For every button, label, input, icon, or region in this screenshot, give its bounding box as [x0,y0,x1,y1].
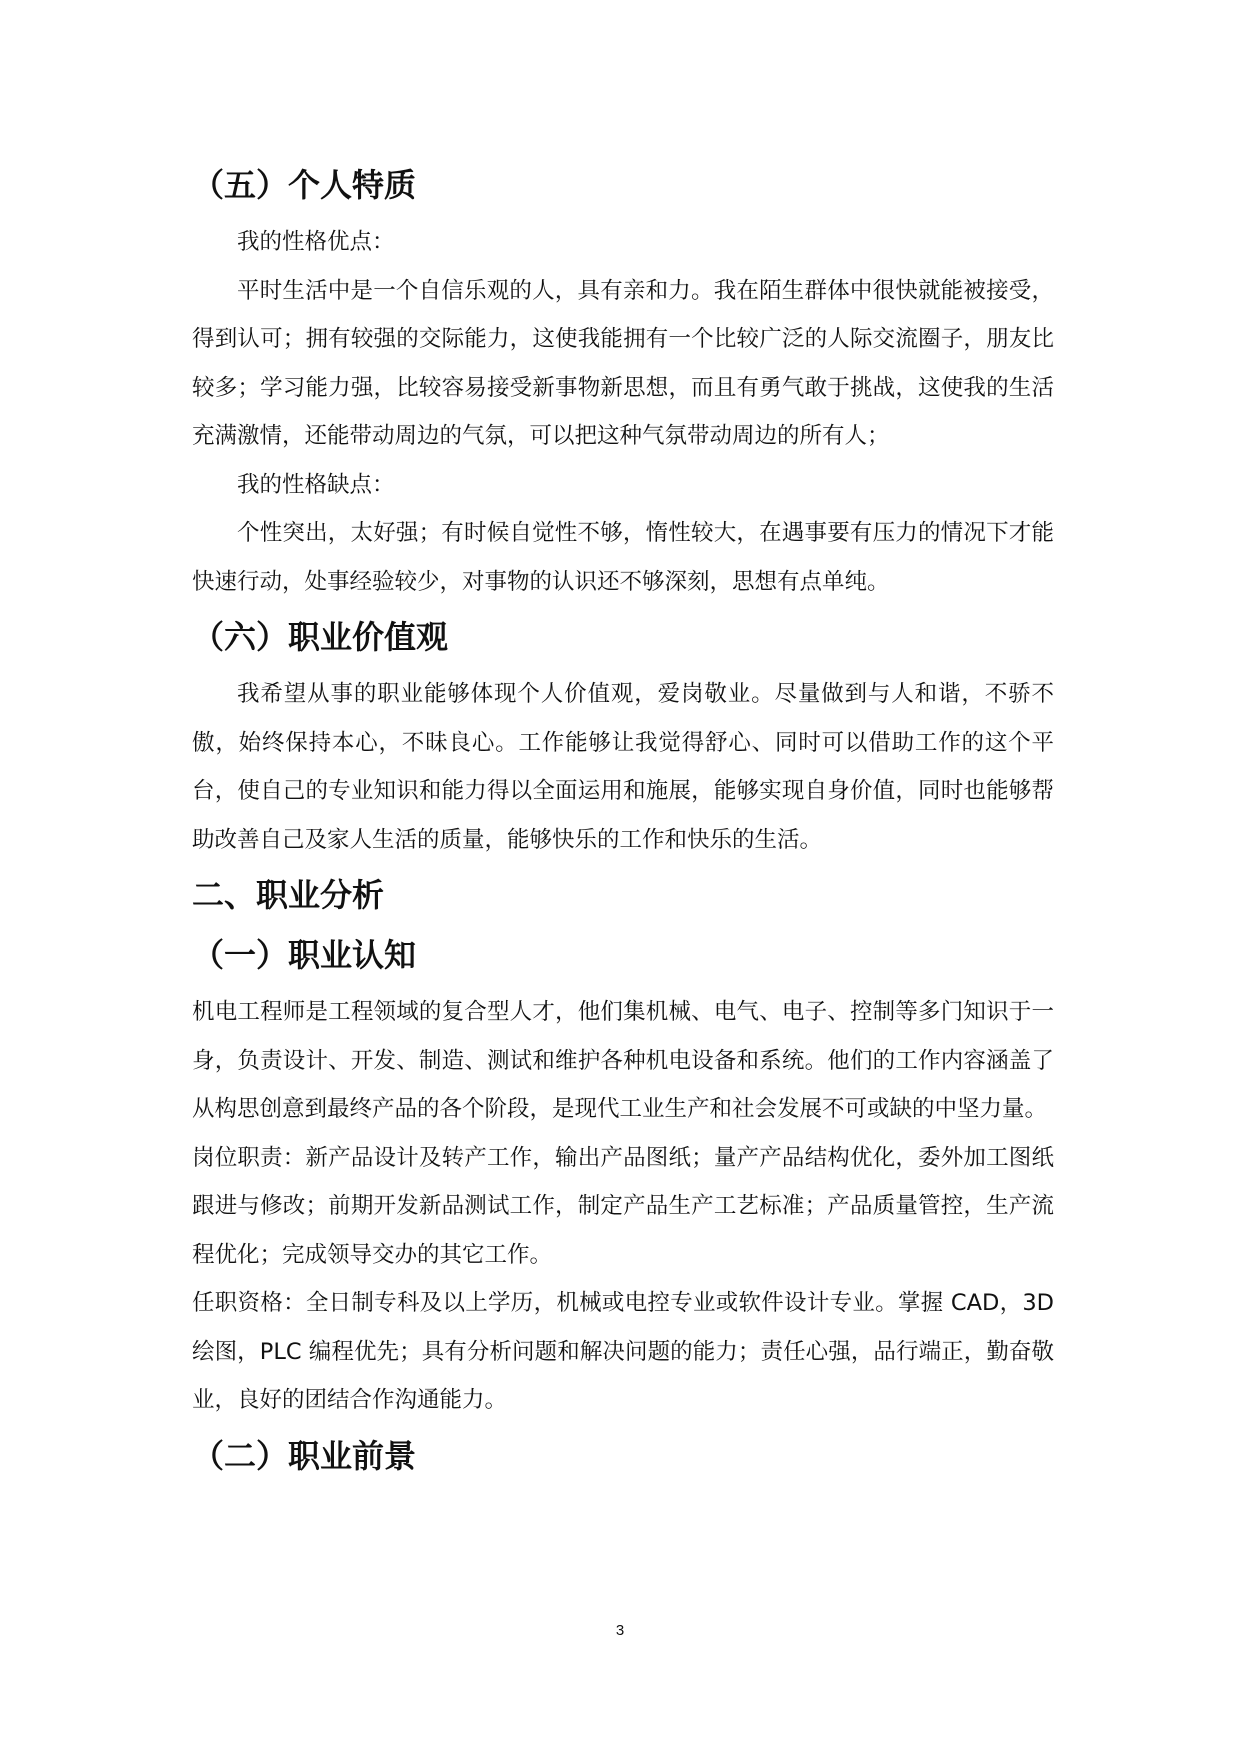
career-intro-paragraph: 机电工程师是工程领域的复合型人才，他们集机械、电气、电子、控制等多门知识于一身，负责设计、开发、制造、测试和维护各种机电设备和系统。他们的工作内容涵盖了从构思创意到最终产品的各个阶段，是现代工业生产和社会发展不可或缺的中坚力量。 [192,999,1054,1122]
page-number: 3 [615,1622,625,1639]
weaknesses-paragraph: 个性突出，太好强；有时候自觉性不够，惰性较大，在遇事要有压力的情况下才能快速行动，处事经验较少，对事物的认识还不够深刻，思想有点单纯。 [192,520,1054,595]
strengths-paragraph: 平时生活中是一个自信乐观的人，具有亲和力。我在陌生群体中很快就能被接受，得到认可；拥有较强的交际能力，这使我能拥有一个比较广泛的人际交流圈子，朋友比较多；学习能力强，比较容易接受新事物新思想，而且有勇气敢于挑战，这使我的生活充满激情，还能带动周边的气氛，可以把这种气氛带动周边的所有人； [192,277,1054,449]
chapter-heading-career-analysis: 二、职业分析 [192,876,385,914]
page-content [192,158,1054,1489]
section-heading-career-values: （六）职业价值观 [192,618,449,656]
job-duties-paragraph: 岗位职责：新产品设计及转产工作，输出产品图纸；量产产品结构优化，委外加工图纸跟进与修改；前期开发新品测试工作，制定产品生产工艺标准；产品质量管控，生产流程优化；完成领导交办的其它工作。 [192,1144,1054,1268]
section-heading-career-cognition: （一）职业认知 [192,936,417,974]
section-heading-personal-traits: （五）个人特质 [192,166,417,204]
strengths-label: 我的性格优点： [237,229,395,255]
weaknesses-label: 我的性格缺点： [237,471,395,498]
section-heading-career-prospects: （二）职业前景 [192,1436,417,1475]
job-qualifications-paragraph: 任职资格：全日制专科及以上学历，机械或电控专业或软件设计专业。掌握 CAD，3D 绘图，PLC 编程优先；具有分析问题和解决问题的能力；责任心强，品行端正，勤奋敬业，良好的团结合作沟通能力。 [192,1290,1054,1413]
career-values-paragraph: 我希望从事的职业能够体现个人价值观，爱岗敬业。尽量做到与人和谐，不骄不傲，始终保持本心，不昧良心。工作能够让我觉得舒心、同时可以借助工作的这个平台，使自己的专业知识和能力得以全面运用和施展，能够实现自身价值，同时也能够帮助改善自己及家人生活的质量，能够快乐的工作和快乐的生活。 [192,681,1054,853]
